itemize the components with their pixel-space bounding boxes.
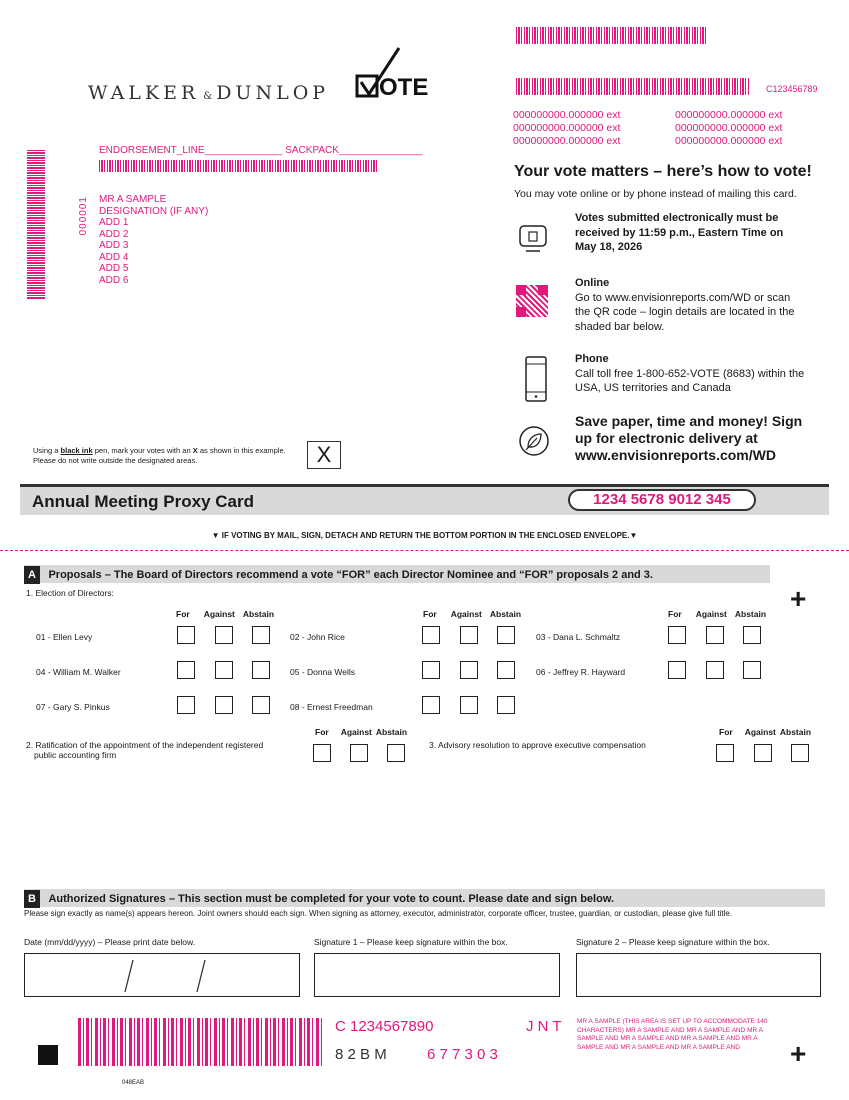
plus-mark-bottom: + — [790, 1038, 807, 1069]
proposal-2-abstain[interactable] — [387, 744, 405, 762]
endorsement-line: ENDORSEMENT_LINE______________ SACKPACK_______________ — [99, 145, 423, 156]
code-jnt: J N T — [526, 1018, 562, 1035]
nominee-04: 04 - William M. Walker — [36, 667, 121, 677]
nominee-08-for[interactable] — [422, 696, 440, 714]
code-c: C 1234567890 — [335, 1018, 434, 1035]
proposal-3-against[interactable] — [754, 744, 772, 762]
proposal-2-label: 2. Ratification of the appointment of the independent registered public accounting firm — [26, 740, 264, 760]
proposal-2-for[interactable] — [313, 744, 331, 762]
proposal-3-abstain[interactable] — [791, 744, 809, 762]
leaf-icon — [518, 425, 550, 457]
howto-title: Your vote matters – here’s how to vote! — [514, 163, 812, 180]
detach-note: ▼ IF VOTING BY MAIL, SIGN, DETACH AND RETURN THE BOTTOM PORTION IN THE ENCLOSED ENVELOPE.▼ — [211, 531, 638, 540]
section-b-bar — [24, 889, 825, 907]
sample-text: MR A SAMPLE (THIS AREA IS SET UP TO ACCOMMODATE 140 CHARACTERS) MR A SAMPLE AND MR A SAMPLE AND MR A SAMPLE AND MR A SAMPLE AND MR A SAMPLE AND MR A SAMPLE AND MR A SAMPLE AND MR A SAMPLE AND — [577, 1018, 768, 1051]
id-barcode — [516, 78, 750, 95]
nominee-02-against[interactable] — [460, 626, 478, 644]
howto-subtitle: You may vote online or by phone instead of mailing this card. — [514, 188, 797, 200]
nominee-05-abstain[interactable] — [497, 661, 515, 679]
phone-icon — [525, 356, 547, 402]
nominee-06-against[interactable] — [706, 661, 724, 679]
nominee-08: 08 - Ernest Freedman — [290, 702, 373, 712]
nominee-07-against[interactable] — [215, 696, 233, 714]
nominee-04-against[interactable] — [215, 661, 233, 679]
signature-1-label: Signature 1 – Please keep signature within the box. — [314, 937, 508, 947]
col-headers-2: For Against Abstain — [423, 609, 522, 619]
nominee-06-abstain[interactable] — [743, 661, 761, 679]
nominee-08-abstain[interactable] — [497, 696, 515, 714]
proxy-card-title: Annual Meeting Proxy Card — [32, 492, 254, 511]
top-barcode — [516, 27, 706, 44]
save-paper-text: Save paper, time and money! Sign up for electronic delivery at www.envisionreports.com/WD — [575, 413, 803, 463]
proposal-3-label: 3. Advisory resolution to approve executive compensation — [429, 740, 646, 750]
nominee-05-against[interactable] — [460, 661, 478, 679]
control-number: 1234 5678 9012 345 — [568, 489, 756, 511]
nominee-02-abstain[interactable] — [497, 626, 515, 644]
phone-block: Phone Call toll free 1-800-652-VOTE (8683) within the USA, US territories and Canada — [575, 353, 805, 394]
election-label: 1. Election of Directors: — [26, 588, 114, 598]
ink-note: Using a black ink pen, mark your votes with an X as shown in this example. Please do not write outside the designated areas. — [33, 446, 286, 465]
ext-lines-right: 000000000.000000 ext 000000000.000000 ext 000000000.000000 ext — [675, 109, 783, 147]
footer-barcode — [78, 1018, 322, 1066]
date-separators — [25, 954, 301, 998]
section-b-letter: B — [24, 890, 40, 908]
nominee-01-for[interactable] — [177, 626, 195, 644]
signature-1-field[interactable] — [314, 953, 560, 997]
nominee-01-against[interactable] — [215, 626, 233, 644]
nominee-07-for[interactable] — [177, 696, 195, 714]
plus-mark-top: + — [790, 583, 807, 614]
qr-code-icon — [516, 285, 548, 317]
nominee-03-abstain[interactable] — [743, 626, 761, 644]
proposal-2-headers: For Against Abstain — [315, 727, 408, 737]
nominee-07: 07 - Gary S. Pinkus — [36, 702, 110, 712]
online-block: Online Go to www.envisionreports.com/WD or scan the QR code – login details are located in the shaded bar below. — [575, 277, 795, 333]
date-field[interactable] — [24, 953, 300, 997]
section-a-title: Proposals – The Board of Directors recommend a vote “FOR” each Director Nominee and “FOR” proposals 2 and 3. — [48, 569, 653, 581]
computer-icon — [517, 224, 551, 254]
small-code: 048EAB — [122, 1080, 145, 1086]
nominee-03-for[interactable] — [668, 626, 686, 644]
nominee-06: 06 - Jeffrey R. Hayward — [536, 667, 626, 677]
nominee-08-against[interactable] — [460, 696, 478, 714]
nominee-01-abstain[interactable] — [252, 626, 270, 644]
nominee-02: 02 - John Rice — [290, 632, 345, 642]
nominee-04-for[interactable] — [177, 661, 195, 679]
signature-2-label: Signature 2 – Please keep signature within the box. — [576, 937, 770, 947]
address-block: MR A SAMPLE DESIGNATION (IF ANY) ADD 1 ADD 2 ADD 3 ADD 4 ADD 5 ADD 6 — [99, 194, 209, 286]
proposal-2-against[interactable] — [350, 744, 368, 762]
nominee-05-for[interactable] — [422, 661, 440, 679]
proposal-3-headers: For Against Abstain — [719, 727, 812, 737]
nominee-01: 01 - Ellen Levy — [36, 632, 93, 642]
barcode-id: C123456789 — [766, 84, 818, 94]
nominee-03-against[interactable] — [706, 626, 724, 644]
nominee-06-for[interactable] — [668, 661, 686, 679]
nominee-03: 03 - Dana L. Schmaltz — [536, 632, 621, 642]
date-label: Date (mm/dd/yyyy) – Please print date below. — [24, 937, 196, 947]
postal-barcode — [99, 160, 379, 172]
section-b-title: Authorized Signatures – This section must be completed for your vote to count. Please date and sign below. — [48, 893, 615, 905]
side-barcode — [27, 150, 45, 300]
detach-line — [0, 550, 849, 551]
vote-logo: OTE — [355, 46, 435, 102]
side-code: 000001 — [78, 196, 89, 236]
code-number: 6 7 7 3 0 3 — [427, 1046, 498, 1063]
nominee-07-abstain[interactable] — [252, 696, 270, 714]
section-a-bar — [24, 565, 770, 583]
signature-2-field[interactable] — [576, 953, 821, 997]
nominee-05: 05 - Donna Wells — [290, 667, 356, 677]
col-headers-1: For Against Abstain — [176, 609, 275, 619]
company-logo: WALKER & DUNLOP — [88, 82, 330, 104]
example-x-box: X — [307, 441, 341, 469]
nominee-02-for[interactable] — [422, 626, 440, 644]
col-headers-3: For Against Abstain — [668, 609, 767, 619]
registration-mark — [38, 1045, 58, 1065]
section-a-letter: A — [24, 566, 40, 584]
nominee-04-abstain[interactable] — [252, 661, 270, 679]
proxy-card-bar — [20, 484, 829, 515]
deadline-text: Votes submitted electronically must be received by 11:59 p.m., Eastern Time on May 18, 2026 — [575, 212, 784, 253]
proposal-3-for[interactable] — [716, 744, 734, 762]
signature-instructions: Please sign exactly as name(s) appears hereon. Joint owners should each sign. When signing as attorney, executor, administrator, corporate officer, trustee, guardian, or custodian, please give full title. — [24, 909, 733, 918]
code-82bm: 8 2 B M — [335, 1046, 387, 1063]
ext-lines-left: 000000000.000000 ext 000000000.000000 ext 000000000.000000 ext — [513, 109, 621, 147]
